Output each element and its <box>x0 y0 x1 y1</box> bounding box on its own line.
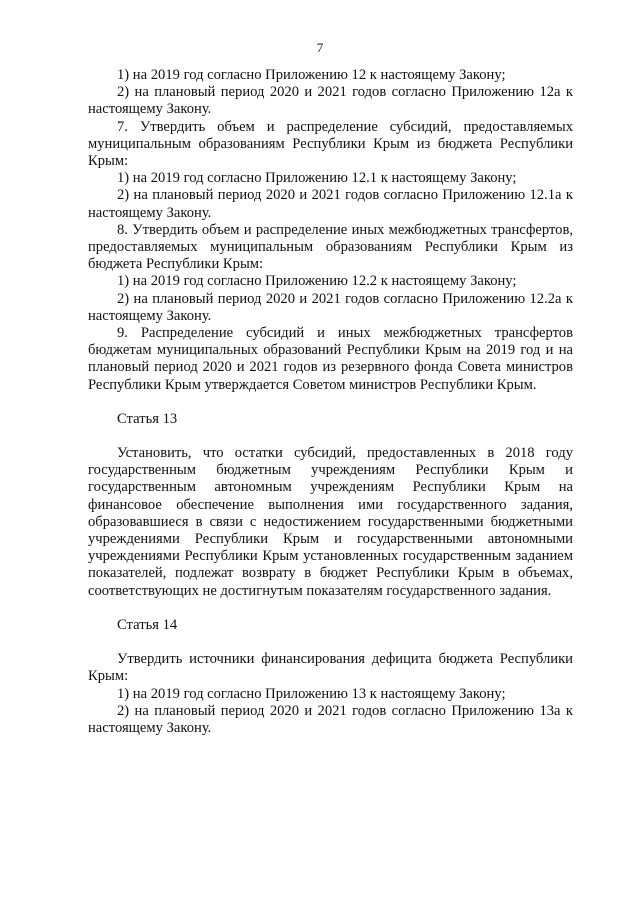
paragraph-annex-12-1a: 2) на плановый период 2020 и 2021 годов согласно Приложению 12.1а к настоящему Закону. <box>88 187 573 221</box>
page-number: 7 <box>316 40 324 55</box>
paragraph-annex-12a: 2) на плановый период 2020 и 2021 годов согласно Приложению 12а к настоящему Закону. <box>88 84 573 118</box>
paragraph-item-9: 9. Распределение субсидий и иных межбюджетных трансфертов бюджетам муниципальных образований Республики Крым на 2019 год и на плановый период 2020 и 2021 годов из резервного фонда Совета министров Республики Крым утверждается Советом министров Республики Крым. <box>88 325 573 393</box>
paragraph-annex-12: 1) на 2019 год согласно Приложению 12 к настоящему Закону; <box>117 67 506 83</box>
paragraph-annex-12-2: 1) на 2019 год согласно Приложению 12.2 к настоящему Закону; <box>117 273 517 290</box>
paragraph-annex-12-2a: 2) на плановый период 2020 и 2021 годов согласно Приложению 12.2а к настоящему Закону. <box>88 290 573 324</box>
paragraph-annex-12-1: 1) на 2019 год согласно Приложению 12.1 к настоящему Закону; <box>117 170 517 187</box>
article-14-heading: Статья 14 <box>117 616 178 633</box>
article-14-annex-13a: 2) на плановый период 2020 и 2021 годов согласно Приложению 13а к настоящему Закону. <box>88 702 573 736</box>
paragraph-item-8: 8. Утвердить объем и распределение иных межбюджетных трансфертов, предоставляемых муниципальным образованиям Республики Крым из бюджета Республики Крым: <box>88 221 573 273</box>
article-14-intro: Утвердить источники финансирования дефицита бюджета Республики Крым: <box>88 651 573 685</box>
article-14-annex-13: 1) на 2019 год согласно Приложению 13 к настоящему Закону; <box>117 685 506 702</box>
document-body <box>88 67 573 737</box>
paragraph-item-7: 7. Утвердить объем и распределение субсидий, предоставляемых муниципальным образованиям Республики Крым из бюджета Республики Крым: <box>88 118 573 170</box>
article-13-heading: Статья 13 <box>117 410 178 427</box>
article-13-text: Установить, что остатки субсидий, предоставленных в 2018 году государственным бюджетным учреждениям Республики Крым и государственным автономным учреждениям Республики Крым на финансовое обеспечение выполнения ими государственного задания, образовавшиеся в связи с недостижением государственными бюджетными учреждениями Республики Крым и государственными автономными учреждениями Республики Крым установленных государственным заданием показателей, подлежат возврату в бюджет Республики Крым в объемах, соответствующих не достигнутым показателям государственного задания. <box>88 445 573 599</box>
